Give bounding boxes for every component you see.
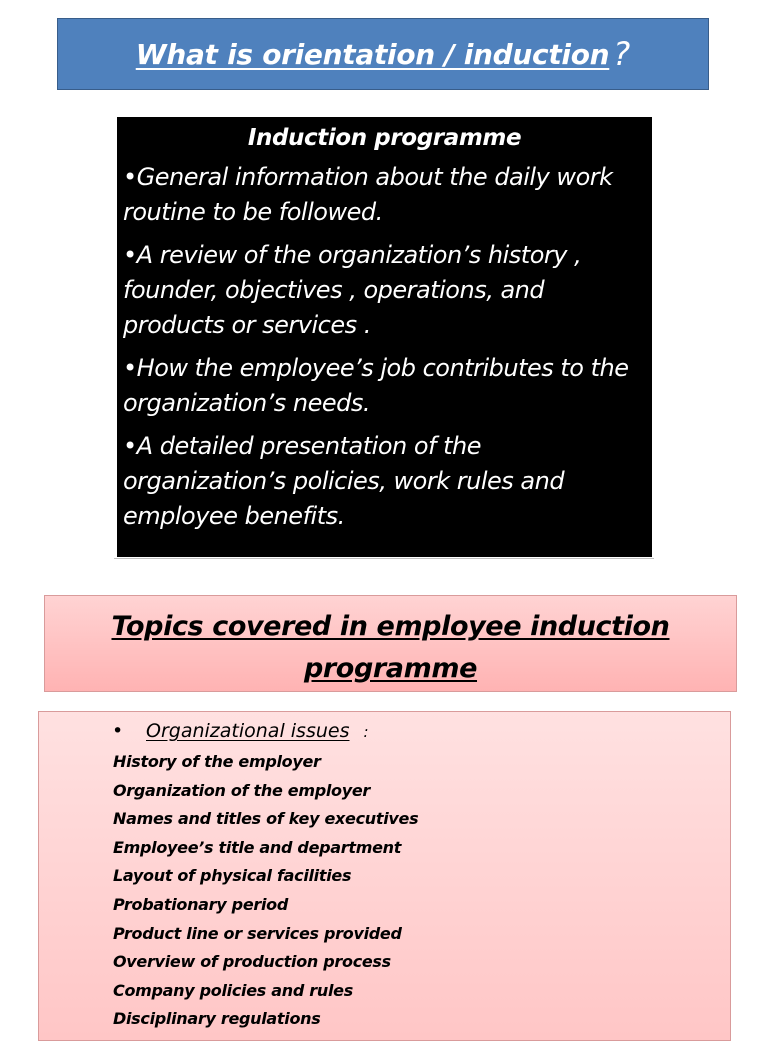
bullet-icon: • xyxy=(112,720,124,742)
list-item: Organization of the employer xyxy=(113,780,371,800)
induction-point: •A review of the organization’s history , founder, objectives , operations, and products or services . xyxy=(123,241,582,339)
induction-point: •A detailed presentation of the organization’s policies, work rules and employee benefits. xyxy=(123,432,565,530)
induction-programme-heading: Induction programme xyxy=(247,125,522,151)
list-item: Disciplinary regulations xyxy=(113,1009,321,1029)
slide-title: What is orientation / induction xyxy=(135,37,610,71)
topics-heading: Topics covered in employee induction programme xyxy=(111,611,670,684)
induction-programme-panel xyxy=(117,117,652,557)
list-item: Product line or services provided xyxy=(113,923,402,943)
list-item: Overview of production process xyxy=(113,952,391,972)
organizational-issues-colon: : xyxy=(363,723,369,741)
list-item: Employee’s title and department xyxy=(113,837,402,857)
organizational-issues-label: Organizational issues xyxy=(146,720,350,742)
panel-divider xyxy=(114,558,654,559)
list-item: History of the employer xyxy=(113,752,321,771)
list-item: Layout of physical facilities xyxy=(113,866,352,886)
list-item: Probationary period xyxy=(113,894,288,914)
induction-point: •General information about the daily work routine to be followed. xyxy=(123,163,613,226)
organizational-issues-list xyxy=(113,748,418,1034)
organizational-issues-box xyxy=(38,711,731,1041)
list-item: Company policies and rules xyxy=(113,980,353,1000)
induction-point: •How the employee’s job contributes to the organization’s needs. xyxy=(123,354,629,417)
topics-heading-box xyxy=(44,595,737,692)
list-item: Names and titles of key executives xyxy=(113,809,419,829)
slide-title-question-mark: ? xyxy=(613,35,631,73)
organizational-issues-header xyxy=(112,720,369,742)
slide-title-banner xyxy=(57,18,709,90)
